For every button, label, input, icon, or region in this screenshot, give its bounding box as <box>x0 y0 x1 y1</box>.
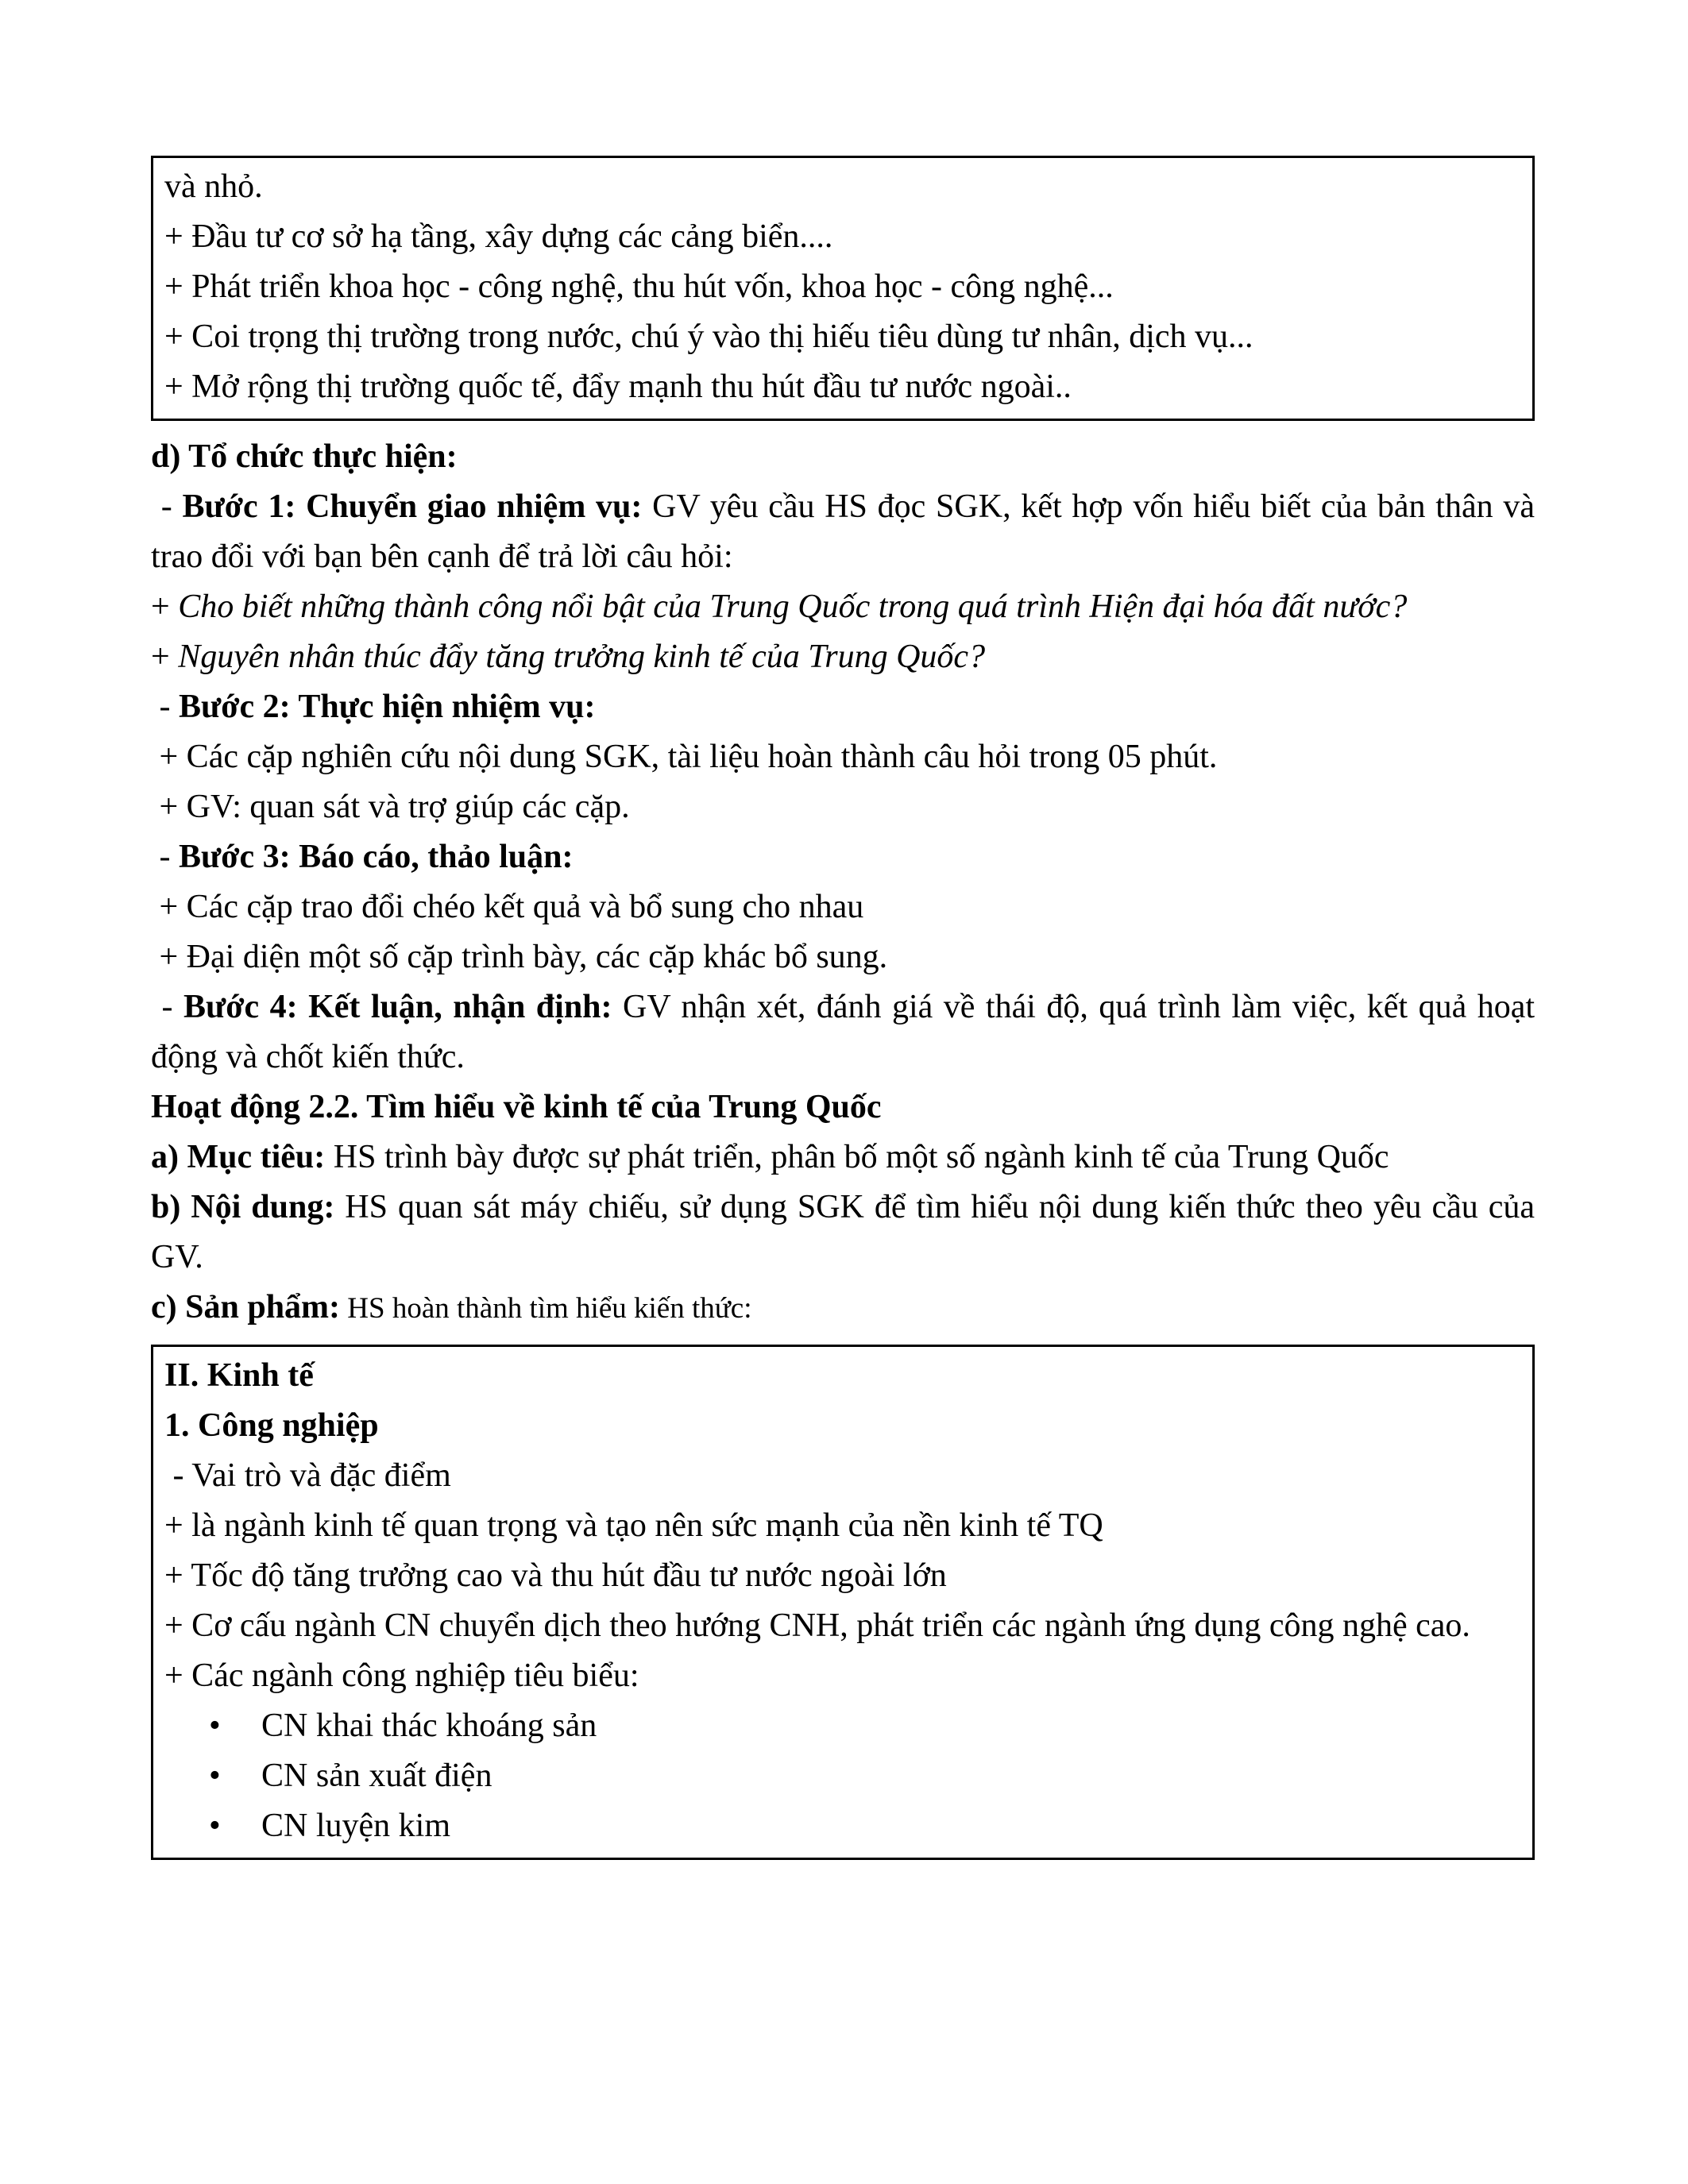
text-run: + Coi trọng thị trường trong nước, chú ý vào thị hiếu tiêu dùng tư nhân, dịch vụ... <box>164 318 1253 355</box>
paragraph-muc-tieu <box>151 1133 1535 1183</box>
text-run: + Các ngành công nghiệp tiêu biểu: <box>164 1657 639 1694</box>
text-run: Bước 4: Kết luận, nhận định: <box>183 989 612 1025</box>
heading-to-chuc-thuc-hien <box>151 432 1535 482</box>
paragraph-buoc-4 <box>151 982 1543 1082</box>
text-run: + Cơ cấu ngành CN chuyển dịch theo hướng CNH, phát triển các ngành ứng dụng công nghệ cao. <box>164 1607 1470 1644</box>
text-run: GV yêu cầu HS đọc SGK, kết hợp vốn hiểu biết của bản thân và trao đổi với bạn bên cạnh để trả lời câu hỏi: <box>151 488 1543 575</box>
text-run: GV nhận xét, đánh giá về thái độ, quá trình làm việc, kết quả hoạt động và chốt kiến thức. <box>151 989 1543 1075</box>
strategy-content-box <box>151 156 1535 421</box>
paragraph <box>164 212 1520 262</box>
document-content <box>151 156 1543 1860</box>
text-run: + Phát triển khoa học - công nghệ, thu hút vốn, khoa học - công nghệ... <box>164 268 1114 305</box>
paragraph <box>151 782 1535 832</box>
text-run: Bước 2: Thực hiện nhiệm vụ: <box>179 689 596 725</box>
text-run: Nguyên nhân thúc đẩy tăng trưởng kinh tế của Trung Quốc? <box>178 639 986 675</box>
knowledge-box <box>151 1345 1535 1860</box>
bullet-item <box>164 1751 1520 1801</box>
paragraph <box>164 1401 1520 1451</box>
text-run: HS hoàn thành tìm hiểu kiến thức: <box>340 1292 752 1325</box>
paragraph <box>164 362 1520 412</box>
paragraph-buoc-1 <box>151 482 1543 582</box>
paragraph <box>164 312 1520 362</box>
text-run: + Các cặp nghiên cứu nội dung SGK, tài liệu hoàn thành câu hỏi trong 05 phút. <box>151 739 1218 775</box>
text-run: - <box>151 989 183 1025</box>
text-run: 1. Công nghiệp <box>164 1407 379 1444</box>
paragraph <box>151 882 1535 932</box>
paragraph-noi-dung <box>151 1183 1543 1283</box>
text-run: HS quan sát máy chiếu, sử dụng SGK để tìm hiểu nội dung kiến thức theo yêu cầu của GV. <box>151 1189 1543 1275</box>
paragraph <box>164 1351 1520 1401</box>
text-run: + <box>151 639 179 675</box>
paragraph <box>151 932 1535 982</box>
paragraph-buoc-2 <box>151 682 1535 732</box>
text-run: + Tốc độ tăng trưởng cao và thu hút đầu tư nước ngoài lớn <box>164 1557 947 1594</box>
text-run: - Vai trò và đặc điểm <box>164 1457 451 1494</box>
text-run: CN luyện kim <box>261 1808 450 1844</box>
bullet-icon: • <box>209 1758 221 1794</box>
text-run: + Đại diện một số cặp trình bày, các cặp khác bổ sung. <box>151 939 888 975</box>
paragraph-buoc-3 <box>151 832 1535 882</box>
text-run: CN khai thác khoáng sản <box>261 1707 597 1744</box>
bullet-icon: • <box>209 1707 221 1744</box>
text-run: Bước 3: Báo cáo, thảo luận: <box>179 839 574 875</box>
bullet-item <box>164 1801 1520 1851</box>
text-run: Cho biết những thành công nổi bật của Trung Quốc trong quá trình Hiện đại hóa đất nước? <box>178 588 1408 625</box>
heading-hoat-dong-2-2 <box>151 1082 1535 1133</box>
text-run: CN sản xuất điện <box>261 1758 492 1794</box>
question-2 <box>151 632 1535 682</box>
text-run: + GV: quan sát và trợ giúp các cặp. <box>151 789 630 825</box>
text-run: Bước 1: Chuyển giao nhiệm vụ: <box>182 488 643 525</box>
text-run: + Các cặp trao đổi chéo kết quả và bổ sung cho nhau <box>151 889 864 925</box>
text-run: + là ngành kinh tế quan trọng và tạo nên sức mạnh của nền kinh tế TQ <box>164 1507 1103 1544</box>
text-run: + Đầu tư cơ sở hạ tầng, xây dựng các cảng biển.... <box>164 218 833 255</box>
text-run: + <box>151 588 179 625</box>
text-run: - <box>151 689 179 725</box>
paragraph <box>164 1601 1520 1651</box>
text-run: - <box>151 839 179 875</box>
question-1 <box>151 582 1535 632</box>
text-run: - <box>151 488 183 525</box>
paragraph <box>164 1501 1520 1551</box>
paragraph <box>164 1551 1520 1601</box>
bullet-icon: • <box>209 1808 221 1844</box>
paragraph <box>164 262 1520 312</box>
text-run: HS trình bày được sự phát triển, phân bố một số ngành kinh tế của Trung Quốc <box>325 1139 1389 1175</box>
paragraph <box>151 732 1535 782</box>
bullet-item <box>164 1701 1520 1751</box>
paragraph <box>164 162 1520 212</box>
text-run: II. Kinh tế <box>164 1357 314 1394</box>
text-run: và nhỏ. <box>164 168 263 205</box>
text-run: + Mở rộng thị trường quốc tế, đẩy mạnh thu hút đầu tư nước ngoài.. <box>164 369 1072 405</box>
text-run: d) Tổ chức thực hiện: <box>151 438 458 475</box>
text-run: c) Sản phẩm: <box>151 1289 341 1325</box>
paragraph <box>164 1451 1520 1501</box>
text-run: Hoạt động 2.2. Tìm hiểu về kinh tế của Trung Quốc <box>151 1089 882 1125</box>
paragraph <box>164 1651 1520 1701</box>
text-run: a) Mục tiêu: <box>151 1139 326 1175</box>
text-run: b) Nội dung: <box>151 1189 335 1225</box>
paragraph-san-pham <box>151 1283 1535 1333</box>
